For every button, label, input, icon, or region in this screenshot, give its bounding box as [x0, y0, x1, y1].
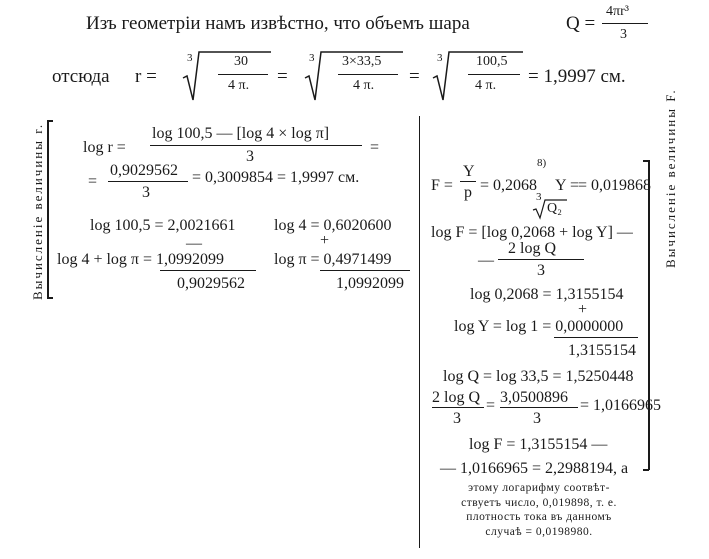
radical-3-numerator: 100,5	[476, 54, 508, 69]
log-0-2068-value: log 0,2068 = 1,3155154	[470, 286, 624, 303]
equals-1: =	[277, 66, 288, 87]
log-r-line2-equals: =	[88, 173, 98, 190]
addition-result: 1,0992099	[336, 275, 404, 292]
conclusion-line-1: этому логарифму соотвѣт-	[468, 482, 610, 494]
log-f-dash: —	[478, 252, 494, 269]
radical-1-bar	[218, 74, 268, 75]
log-pi-value: log π = 0,4971499	[274, 251, 392, 268]
f-y-numerator: Y	[463, 163, 475, 180]
radical-3-bar	[468, 74, 520, 75]
f-calculation-label-upper: Вычисленіе величины F.	[663, 88, 678, 268]
log-r-line2-bar	[108, 181, 188, 182]
f-p-denominator: p	[464, 184, 472, 201]
q-fraction-denominator: 3	[620, 27, 627, 42]
f-brace-bottom	[643, 469, 649, 471]
y-lhs: Y =	[555, 177, 579, 194]
r-brace-top	[47, 120, 53, 122]
add-operator: +	[320, 232, 330, 249]
log-f-numerator: 2 log Q	[508, 240, 556, 257]
radical-2-numerator: 3×33,5	[342, 54, 382, 69]
two-log-q-bar	[432, 407, 484, 408]
log-r-lhs: log r =	[83, 139, 126, 156]
plus-operator: +	[578, 301, 588, 318]
two-log-q-equals: =	[486, 397, 496, 414]
log-q-value: log Q = log 33,5 = 1,5250448	[443, 368, 634, 385]
y-value: = 0,019868	[578, 177, 652, 194]
addition-rule	[320, 270, 410, 271]
r-brace-line	[47, 120, 49, 298]
r-brace-bottom	[47, 297, 53, 299]
two-log-q-numerator: 2 log Q	[432, 389, 480, 406]
root-index-1: 3	[187, 52, 193, 64]
log-r-trailing-equals: =	[370, 139, 380, 156]
subtract-operator: —	[186, 235, 202, 252]
f-mid-value: = 0,2068	[480, 177, 538, 194]
radical-3-denominator: 4 π.	[475, 78, 497, 93]
root-index-2: 3	[309, 52, 315, 64]
log-r-line2-numerator: 0,9029562	[110, 162, 178, 179]
two-log-q-result: = 1,0166965	[580, 397, 662, 414]
footnote-mark: 8)	[537, 157, 547, 169]
two-log-q-denominator-2: 3	[533, 410, 541, 427]
f-brace-line	[648, 160, 650, 470]
log-f-final-line2: — 1,0166965 = 2,2988194, а	[440, 460, 629, 477]
log-f-fraction-bar	[498, 259, 584, 260]
conclusion-line-2: ствуетъ число, 0,019898, т. е.	[461, 496, 617, 509]
log-f-bracket-line: log F = [log 0,2068 + log Y] —	[431, 224, 633, 241]
radical-2-denominator: 4 π.	[353, 78, 375, 93]
conclusion-line-3: плотность тока въ данномъ	[466, 511, 612, 523]
f-sum-result: 1,3155154	[568, 342, 636, 359]
q-radicand: Q₂	[547, 201, 562, 216]
log-r-denominator: 3	[246, 148, 254, 165]
f-y-bar	[460, 181, 476, 182]
two-log-q-denominator: 3	[453, 410, 461, 427]
radical-2-bar	[338, 74, 398, 75]
log-f-final-line1: log F = 1,3155154 —	[469, 436, 608, 453]
q-equals: Q =	[566, 13, 596, 34]
log-100-5-value: log 100,5 = 2,0021661	[90, 217, 236, 234]
radical-1-denominator: 4 π.	[228, 78, 250, 93]
q-fraction-bar	[602, 23, 648, 24]
equals-2: =	[409, 66, 420, 87]
radical-1-numerator: 30	[234, 54, 248, 69]
f-sum-rule	[554, 337, 638, 338]
radical-sign-1	[183, 50, 273, 104]
column-divider	[419, 116, 420, 548]
radius-result: = 1,9997 см.	[528, 66, 626, 87]
log-y-value: log Y = log 1 = 0,0000000	[454, 318, 624, 335]
intro-text: Изъ геометріи намъ извѣстно, что объемъ шара	[86, 13, 470, 34]
r-calculation-label: Вычисленіе величины r.	[30, 122, 45, 300]
q-root-index: 3	[536, 191, 542, 203]
conclusion-paragraph	[428, 481, 650, 539]
log-4-plus-log-pi: log 4 + log π = 1,0992099	[57, 251, 225, 268]
subtraction-result: 0,9029562	[177, 275, 245, 292]
two-log-q-numerator-2: 3,0500896	[500, 389, 568, 406]
two-log-q-bar-2	[500, 407, 578, 408]
root-index-3: 3	[437, 52, 443, 64]
subtraction-rule	[160, 270, 256, 271]
f-brace-top	[643, 160, 649, 162]
radius-prefix: отсюда	[52, 66, 110, 87]
conclusion-line-4: случаѣ = 0,0198980.	[485, 525, 593, 538]
log-4-value: log 4 = 0,6020600	[274, 217, 392, 234]
log-f-denominator: 3	[537, 262, 545, 279]
f-eq-lhs: F =	[431, 177, 453, 194]
q-fraction-numerator: 4πr³	[606, 4, 629, 19]
log-r-line2-denominator: 3	[142, 184, 150, 201]
log-r-fraction-bar	[150, 145, 362, 146]
log-r-line2-result: = 0,3009854 = 1,9997 см.	[192, 169, 360, 186]
radius-var: r =	[135, 66, 157, 87]
log-r-numerator: log 100,5 — [log 4 × log π]	[152, 125, 330, 142]
